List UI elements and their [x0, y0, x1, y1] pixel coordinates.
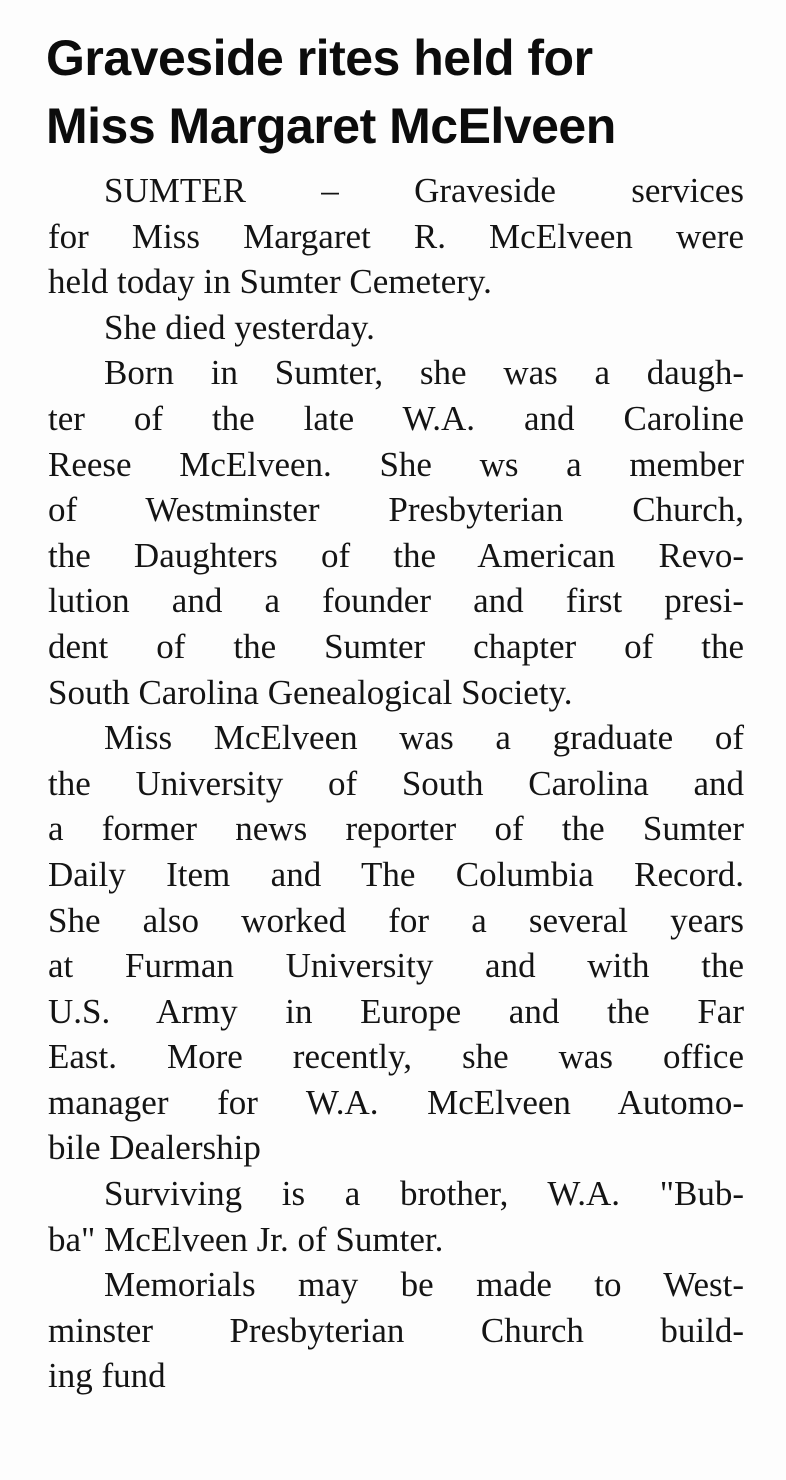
paragraph-career — [48, 715, 744, 1171]
article-line: ing fund — [48, 1356, 166, 1396]
headline — [46, 24, 766, 160]
article-line: Daily Item and The Columbia Record. — [48, 854, 744, 894]
headline-line-1: Graveside rites held for — [46, 30, 593, 86]
article-line: at Furman University and with the — [48, 946, 744, 986]
article-body — [48, 168, 744, 1399]
article-line: ba" McElveen Jr. of Sumter. — [48, 1219, 444, 1259]
article-line: Surviving is a brother, W.A. "Bub- — [104, 1174, 744, 1214]
paragraph-biography — [48, 350, 744, 715]
article-line: lution and a founder and first presi- — [48, 581, 744, 621]
article-line: dent of the Sumter chapter of the — [48, 626, 744, 666]
paragraph-memorials — [48, 1262, 744, 1399]
article-line: SUMTER – Graveside services — [104, 171, 744, 210]
headline-line-2: Miss Margaret McElveen — [46, 98, 616, 154]
article-line: of Westminster Presbyterian Church, — [48, 490, 744, 530]
article-line: She also worked for a several years — [48, 900, 744, 940]
article-line: She died yesterday. — [104, 307, 375, 347]
article-line: the University of South Carolina and — [48, 763, 744, 803]
article-line: manager for W.A. McElveen Automo- — [48, 1082, 744, 1122]
article-line: U.S. Army in Europe and the Far — [48, 991, 744, 1031]
paragraph-dateline — [48, 168, 744, 305]
article-line: held today in Sumter Cemetery. — [48, 262, 492, 302]
article-line: South Carolina Genealogical Society. — [48, 672, 573, 712]
article-line: Born in Sumter, she was a daugh- — [104, 353, 744, 393]
article-line: Miss McElveen was a graduate of — [104, 718, 744, 758]
article-line: the Daughters of the American Revo- — [48, 535, 744, 575]
article-line: for Miss Margaret R. McElveen were — [48, 216, 744, 256]
paragraph-survivors — [48, 1171, 744, 1262]
article-line: ter of the late W.A. and Caroline — [48, 398, 744, 438]
article-line: a former news reporter of the Sumter — [48, 809, 744, 849]
article-line: Reese McElveen. She ws a member — [48, 444, 744, 484]
article-line: minster Presbyterian Church build- — [48, 1310, 744, 1350]
article-line: bile Dealership — [48, 1128, 261, 1168]
article-line: Memorials may be made to West- — [104, 1265, 744, 1305]
article-line: East. More recently, she was office — [48, 1037, 744, 1077]
paragraph-death — [48, 305, 744, 351]
